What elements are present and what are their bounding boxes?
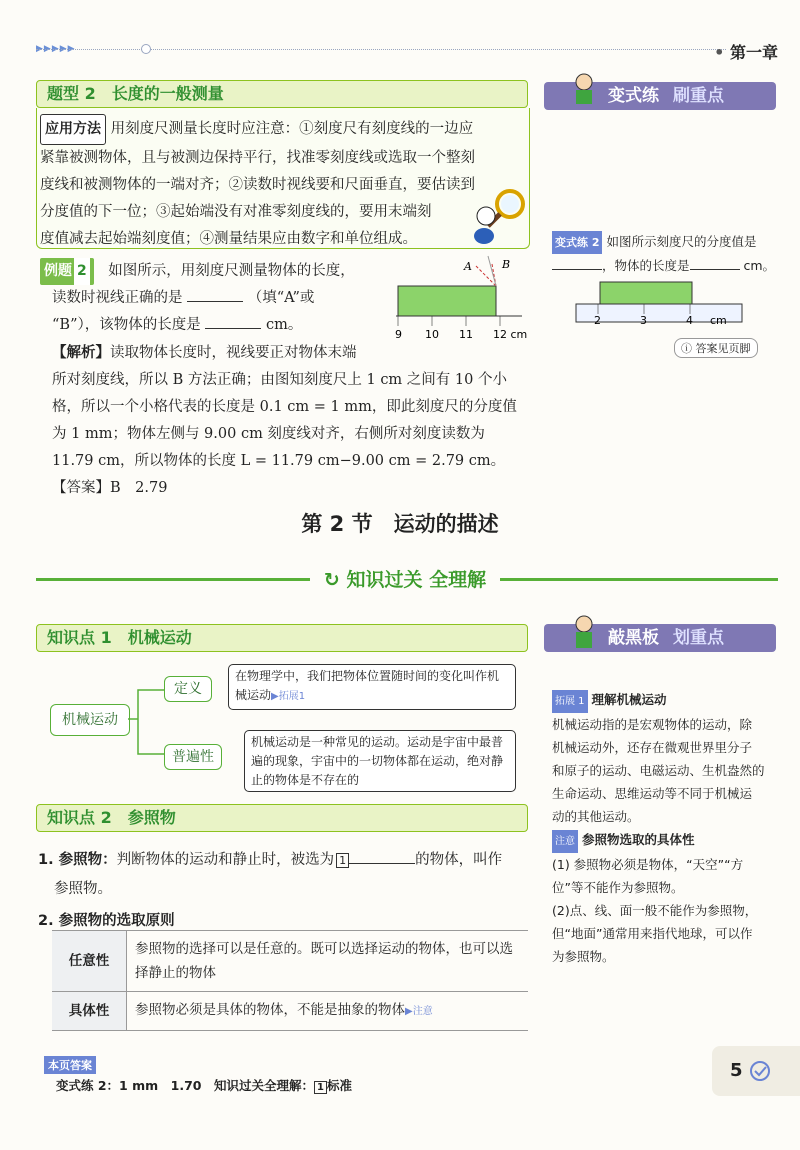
- page-mark-icon: [746, 1058, 774, 1084]
- magnifier-cartoon-icon: [470, 186, 528, 246]
- blackboard-header: 敲黑板 划重点: [544, 624, 776, 652]
- kp1-title: 知识点 1 机械运动: [36, 624, 528, 652]
- answer-footnote-link[interactable]: ⓘ 答案见页脚: [674, 338, 758, 358]
- answer-blank[interactable]: [690, 269, 740, 270]
- bianshi-ruler-figure: [574, 280, 744, 330]
- tick-label: cm: [710, 314, 727, 327]
- side-notes: 拓展 1 理解机械运动 机械运动指的是宏观物体的运动，除 机械运动外，还存在微观世界里分子 和原子的运动、电磁运动、生机盎然的 生命运动、思维运动等不同于机械运 动的其他运动。 注意 参照物选取的具体性 (1) 参照物必须是物体，“天空”“方 位”等不能作为参照物。 (2)点、线、面一般不能作为参照物， 但“地面”通常用来指代地球，可以作 为参照物。: [552, 692, 765, 964]
- mindmap-root: 机械运动: [50, 704, 130, 736]
- table-row: 具体性 参照物必须是具体的物体，不能是抽象的物体▶注意: [52, 992, 528, 1031]
- type2-title: 题型 2 长度的一般测量: [36, 80, 528, 108]
- example-tag: 例题 2: [40, 258, 94, 285]
- method-label: 应用方法: [40, 114, 106, 145]
- tick-label: 11: [459, 328, 473, 341]
- teacher-cartoon-icon: [566, 614, 602, 654]
- example2-analysis: 【解析】读取物体长度时，视线要正对物体末端 所对刻度线，所以 B 方法正确；由图知刻度尺上 1 cm 之间有 10 个小 格，所以一个小格代表的长度是 0.1 cm = 1 mm，即此刻度尺的分度值 为 1 mm；物体左侧与 9.00 cm 刻度线对齐，右侧所对刻度读数为 11.79 cm，所以物体的长度 L = 11.79 cm−9.00 cm = 2.79 cm。 【答案】B 2.79: [52, 339, 532, 502]
- page-answer-label: 本页答案: [44, 1056, 96, 1074]
- answer-blank[interactable]: [552, 269, 602, 270]
- universality-box: 机械运动是一种常见的运动。运动是宇宙中最普遍的现象，宇宙中的一切物体都在运动，绝对静止的物体是不存在的: [244, 730, 516, 792]
- sight-line-a-label: A: [464, 260, 472, 273]
- example2-question: 例题 2 如图所示，用刻度尺测量物体的长度， 读数时视线正确的是 （填“A”或 “B”），该物体的长度是 cm。: [40, 258, 390, 339]
- header-rule: [36, 49, 726, 50]
- bianshi-tag: 变式练 2: [552, 231, 602, 254]
- selection-rules-table: [52, 930, 528, 1031]
- page-number: 5: [730, 1060, 743, 1081]
- tick-label: 10: [425, 328, 439, 341]
- kp2-item1: 1. 参照物：判断物体的运动和静止时，被选为 1 的物体，叫作 参照物。 2. 参照物的选取原则: [38, 852, 503, 929]
- bianshi2-question: 变式练 2 如图所示刻度尺的分度值是 ，物体的长度是 cm。: [552, 230, 780, 277]
- mindmap-universal-label: 普遍性: [164, 744, 222, 770]
- tick-label: 2: [594, 314, 601, 327]
- header-arrows: ▶▶▶▶▶: [36, 44, 76, 54]
- sight-line-b-label: B: [502, 258, 511, 271]
- definition-box: 在物理学中，我们把物体位置随时间的变化叫作机械运动▶拓展1: [228, 664, 516, 710]
- tick-label: 12 cm: [493, 328, 528, 341]
- method-text: 应用方法 用刻度尺测量长度时应注意：①刻度尺有刻度线的一边应 紧靠被测物体，且与被测边保持平行，找准零刻度线或选取一个整刻 度线和被测物体的一端对齐；②读数时视线要和尺面垂直，要估读到 分度值的下一位；③起始端没有对准零刻度线的，要用末端刻 度值减去起始端刻度值；④测量结果应由数字和单位组成。: [40, 114, 522, 253]
- kp2-title: 知识点 2 参照物: [36, 804, 528, 832]
- page-answer-line: 变式练 2：1 mm 1.70 知识过关全理解： 1 标准: [56, 1078, 352, 1093]
- example2-answer: 【答案】B 2.79: [52, 480, 168, 496]
- example-ruler-figure: [392, 252, 528, 342]
- bianshi-header: 变式练 刷重点: [544, 82, 776, 110]
- answer-blank[interactable]: [187, 301, 243, 302]
- answer-blank[interactable]: [349, 863, 415, 864]
- tick-label: 4: [686, 314, 693, 327]
- tick-label: 3: [640, 314, 647, 327]
- knowledge-banner: ↻ 知识过关 全理解: [310, 565, 500, 592]
- header-rule-dot: [141, 44, 151, 54]
- chapter-label: • 第一章: [714, 43, 778, 62]
- answer-blank[interactable]: [205, 328, 261, 329]
- table-row: 任意性 参照物的选择可以是任意的。既可以选择运动的物体，也可以选择静止的物体: [52, 931, 528, 992]
- mindmap-def-label: 定义: [164, 676, 212, 702]
- section-title: 第 2 节 运动的描述: [301, 512, 499, 536]
- student-cartoon-icon: [566, 72, 602, 110]
- tick-label: 9: [395, 328, 402, 341]
